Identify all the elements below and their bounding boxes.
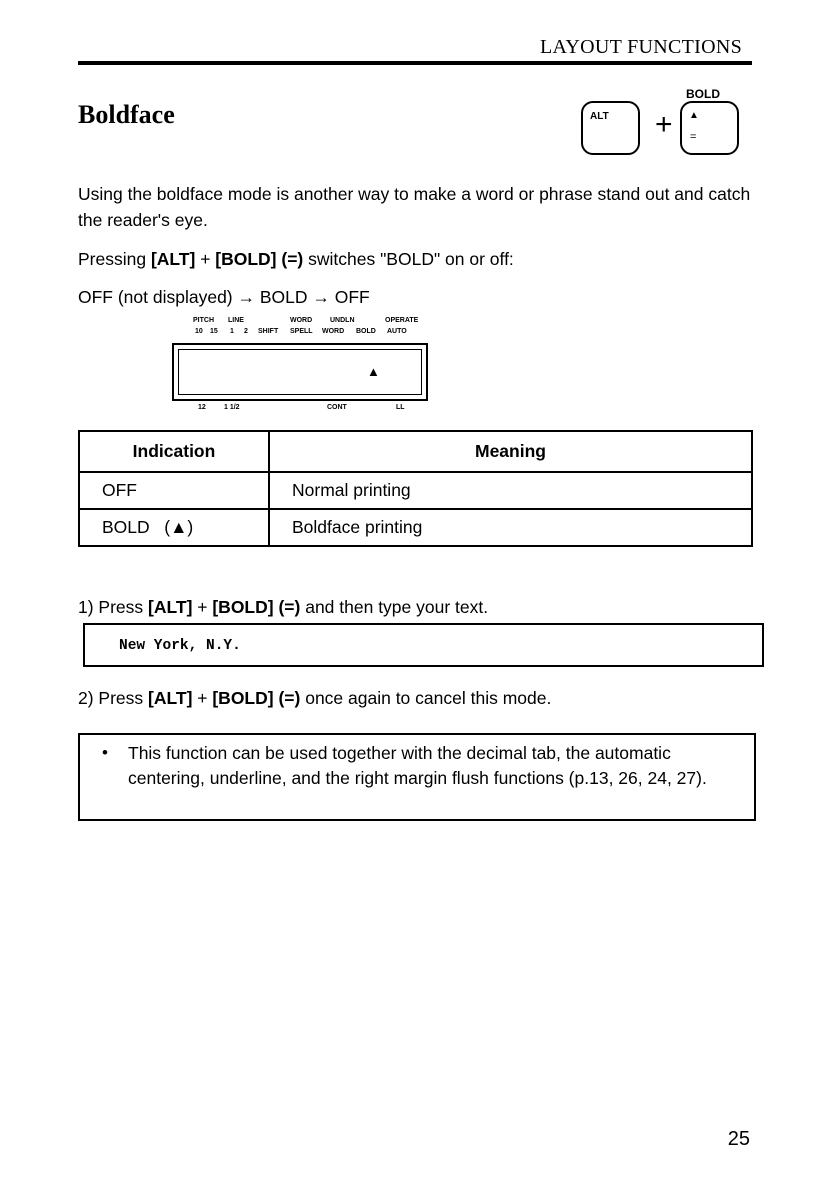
bold-key-label: BOLD (686, 87, 720, 101)
table-cell-meaning: Normal printing (269, 472, 752, 509)
pressing-prefix: Pressing (78, 249, 151, 269)
lcd-label: AUTO (387, 328, 407, 335)
lcd-label: 1 (230, 328, 234, 335)
table-cell-indication: OFF (79, 472, 269, 509)
alt-keyname: [ALT] (148, 688, 193, 708)
lcd-label: SPELL (290, 328, 313, 335)
page-title: Boldface (78, 100, 175, 129)
step-prefix: Press (93, 688, 149, 708)
step-suffix: once again to cancel this mode. (300, 688, 552, 708)
table-header-row (79, 431, 752, 472)
sample-output-text: New York, N.Y. (119, 638, 241, 654)
indication-table (78, 430, 753, 547)
table-header-cell: Indication (79, 431, 269, 472)
lcd-label: WORD (322, 328, 345, 335)
lcd-label: BOLD (356, 328, 376, 335)
intro-paragraph: Using the boldface mode is another way to make a word or phrase stand out and catch the reader's eye. (78, 184, 751, 230)
lcd-label: 10 (195, 328, 203, 335)
step-plus: + (192, 597, 213, 617)
header-rule (78, 61, 752, 65)
bold-keyname: [BOLD] (215, 249, 277, 269)
step-suffix: and then type your text. (300, 597, 489, 617)
bold-keyname: [BOLD] (212, 688, 274, 708)
lcd-label: 2 (244, 328, 248, 335)
note-box (78, 733, 756, 821)
lcd-label: LINE (228, 317, 244, 324)
alt-key-icon (581, 101, 640, 155)
lcd-label: 12 (198, 404, 206, 411)
lcd-label: WORD (290, 317, 313, 324)
lcd-label: 1 1/2 (224, 404, 240, 411)
lcd-label: LL (396, 404, 405, 411)
step-number: 2) (78, 688, 94, 708)
equal-keyname: (=) (276, 249, 304, 269)
step-plus: + (192, 688, 213, 708)
lcd-label: 15 (210, 328, 218, 335)
equal-keyname: (=) (273, 688, 301, 708)
bold-key-bottom-glyph: = (690, 131, 697, 143)
table-row (79, 509, 752, 546)
pressing-paragraph (78, 246, 514, 272)
bold-key-top-glyph: ▲ (689, 110, 699, 121)
lcd-display (172, 343, 428, 401)
bullet-icon: • (102, 743, 108, 762)
equal-keyname: (=) (273, 597, 301, 617)
lcd-label: SHIFT (258, 328, 279, 335)
step-number: 1) (78, 597, 94, 617)
lcd-screen (178, 349, 422, 395)
table-cell-meaning: Boldface printing (269, 509, 752, 546)
lcd-label: UNDLN (330, 317, 355, 324)
page-number: 25 (727, 1128, 750, 1150)
lcd-label: CONT (327, 404, 347, 411)
alt-keyname: [ALT] (148, 597, 193, 617)
section-header: LAYOUT FUNCTIONS (539, 36, 742, 58)
bold-key-icon (680, 101, 739, 155)
table-cell-indication: BOLD (▲) (79, 509, 269, 546)
sample-output-box (83, 623, 764, 667)
lcd-label: OPERATE (385, 317, 419, 324)
cycle-line: OFF (not displayed) → BOLD → OFF (78, 287, 370, 307)
bold-keyname: [BOLD] (212, 597, 274, 617)
step-2 (78, 688, 551, 709)
pressing-plus: + (195, 249, 216, 269)
table-header-cell: Meaning (269, 431, 752, 472)
pressing-suffix: switches "BOLD" on or off: (303, 249, 514, 269)
plus-sign: + (655, 108, 673, 141)
bold-indicator-icon: ▲ (367, 364, 380, 379)
step-1 (78, 597, 488, 618)
alt-key-text: ALT (590, 111, 609, 122)
table-row (79, 472, 752, 509)
lcd-label: PITCH (193, 317, 214, 324)
alt-keyname: [ALT] (150, 249, 196, 269)
step-prefix: Press (93, 597, 149, 617)
note-text: This function can be used together with the decimal tab, the automatic centering, underline, and the right margin flush functions (p.13, 26, 24, 27). (128, 743, 707, 788)
